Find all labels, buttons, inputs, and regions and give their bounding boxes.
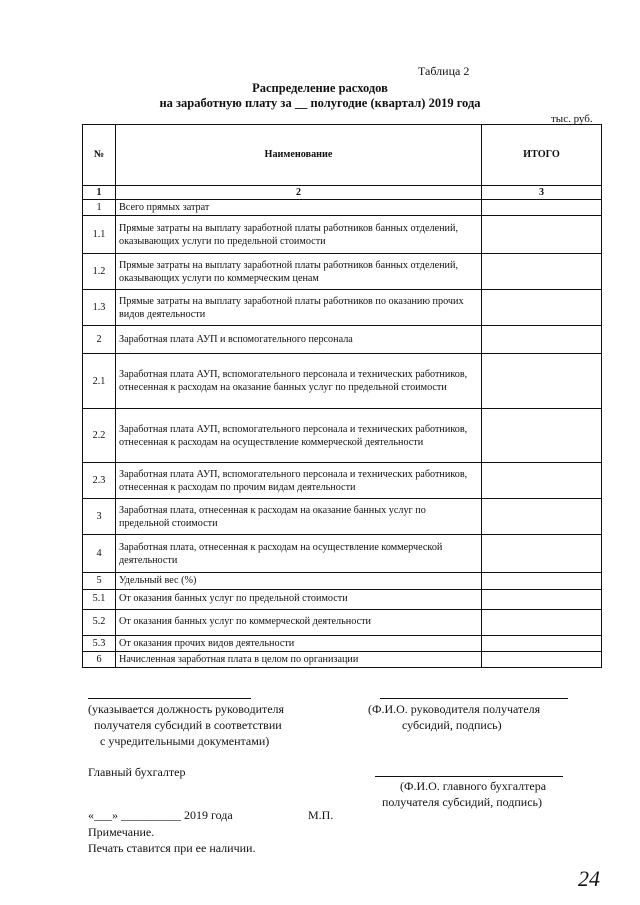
note-text: Печать ставится при ее наличии. (88, 841, 256, 855)
column-header-total: ИТОГО (482, 125, 602, 186)
table-row (83, 651, 602, 667)
column-header-name: Наименование (116, 125, 482, 186)
accountant-fio-line (375, 776, 563, 777)
column-number: 1 (83, 186, 116, 200)
table-row (83, 216, 602, 254)
salary-distribution-table (82, 124, 602, 668)
row-total (482, 651, 602, 667)
row-number: 1.2 (83, 254, 116, 290)
row-total (482, 326, 602, 354)
row-total (482, 354, 602, 409)
table-row (83, 609, 602, 635)
row-number: 3 (83, 499, 116, 535)
stamp-placeholder: М.П. (308, 808, 334, 822)
units-label: тыс. руб. (551, 113, 593, 125)
column-number: 2 (116, 186, 482, 200)
row-name: Всего прямых затрат (116, 200, 482, 216)
row-name: Заработная плата АУП, вспомогательного персонала и технических работников, отнесенная к расходам на оказание банных услуг по предельной стоимости (116, 354, 482, 409)
row-total (482, 200, 602, 216)
table-row (83, 354, 602, 409)
head-fio-line (380, 698, 568, 699)
row-total (482, 463, 602, 499)
row-total (482, 254, 602, 290)
row-name: Начисленная заработная плата в целом по организации (116, 651, 482, 667)
row-number: 6 (83, 651, 116, 667)
column-header-number: № (83, 125, 116, 186)
date-line: «___» __________ 2019 года (88, 808, 233, 822)
table-row (83, 254, 602, 290)
row-name: Заработная плата АУП, вспомогательного персонала и технических работников, отнесенная к расходам по прочим видам деятельности (116, 463, 482, 499)
row-total (482, 609, 602, 635)
row-number: 5.1 (83, 589, 116, 609)
table-header-row (83, 125, 602, 186)
row-number: 5.2 (83, 609, 116, 635)
row-total (482, 216, 602, 254)
table-row (83, 573, 602, 589)
row-total (482, 535, 602, 573)
row-number: 5 (83, 573, 116, 589)
row-name: От оказания банных услуг по коммерческой деятельности (116, 609, 482, 635)
row-name: Удельный вес (%) (116, 573, 482, 589)
row-total (482, 499, 602, 535)
head-position-line (88, 698, 251, 699)
head-position-caption: (указывается должность руководителя получателя субсидий в соответствии с учредительными документами) (88, 702, 285, 749)
table-row (83, 535, 602, 573)
row-number: 1.1 (83, 216, 116, 254)
table-number: Таблица 2 (418, 64, 470, 78)
row-name: Заработная плата, отнесенная к расходам на осуществление коммерческой деятельности (116, 535, 482, 573)
column-number: 3 (482, 186, 602, 200)
row-name: От оказания прочих видов деятельности (116, 635, 482, 651)
chief-accountant-label: Главный бухгалтер (88, 765, 186, 779)
row-name: Заработная плата АУП, вспомогательного персонала и технических работников, отнесенная к расходам на осуществление коммерческой деятельности (116, 409, 482, 463)
row-number: 1.3 (83, 290, 116, 326)
page-number: 24 (578, 866, 600, 891)
table-row (83, 589, 602, 609)
row-name: Заработная плата АУП и вспомогательного персонала (116, 326, 482, 354)
row-number: 2.3 (83, 463, 116, 499)
table-row (83, 290, 602, 326)
row-total (482, 589, 602, 609)
row-name: Прямые затраты на выплату заработной платы работников банных отделений, оказывающих услуги по коммерческим ценам (116, 254, 482, 290)
row-name: Прямые затраты на выплату заработной платы работников по оказанию прочих видов деятельности (116, 290, 482, 326)
doc-title-line2: на заработную плату за __ полугодие (квартал) 2019 года (159, 96, 481, 110)
doc-title-line1: Распределение расходов (252, 81, 388, 95)
table-row (83, 463, 602, 499)
row-total (482, 290, 602, 326)
row-total (482, 573, 602, 589)
row-number: 5.3 (83, 635, 116, 651)
table-row (83, 326, 602, 354)
table-row (83, 635, 602, 651)
column-numbers-row (83, 186, 602, 200)
row-name: От оказания банных услуг по предельной стоимости (116, 589, 482, 609)
row-number: 1 (83, 200, 116, 216)
row-number: 4 (83, 535, 116, 573)
accountant-fio-caption: (Ф.И.О. главного бухгалтера получателя субсидий, подпись) (382, 779, 547, 810)
table-row (83, 200, 602, 216)
note-title: Примечание. (88, 825, 155, 839)
row-total (482, 409, 602, 463)
row-total (482, 635, 602, 651)
row-name: Заработная плата, отнесенная к расходам на оказание банных услуг по предельной стоимости (116, 499, 482, 535)
table-row (83, 409, 602, 463)
row-number: 2.2 (83, 409, 116, 463)
table-row (83, 499, 602, 535)
row-name: Прямые затраты на выплату заработной платы работников банных отделений, оказывающих услуги по предельной стоимости (116, 216, 482, 254)
row-number: 2.1 (83, 354, 116, 409)
row-number: 2 (83, 326, 116, 354)
head-fio-caption: (Ф.И.О. руководителя получателя субсидий, подпись) (368, 702, 541, 733)
